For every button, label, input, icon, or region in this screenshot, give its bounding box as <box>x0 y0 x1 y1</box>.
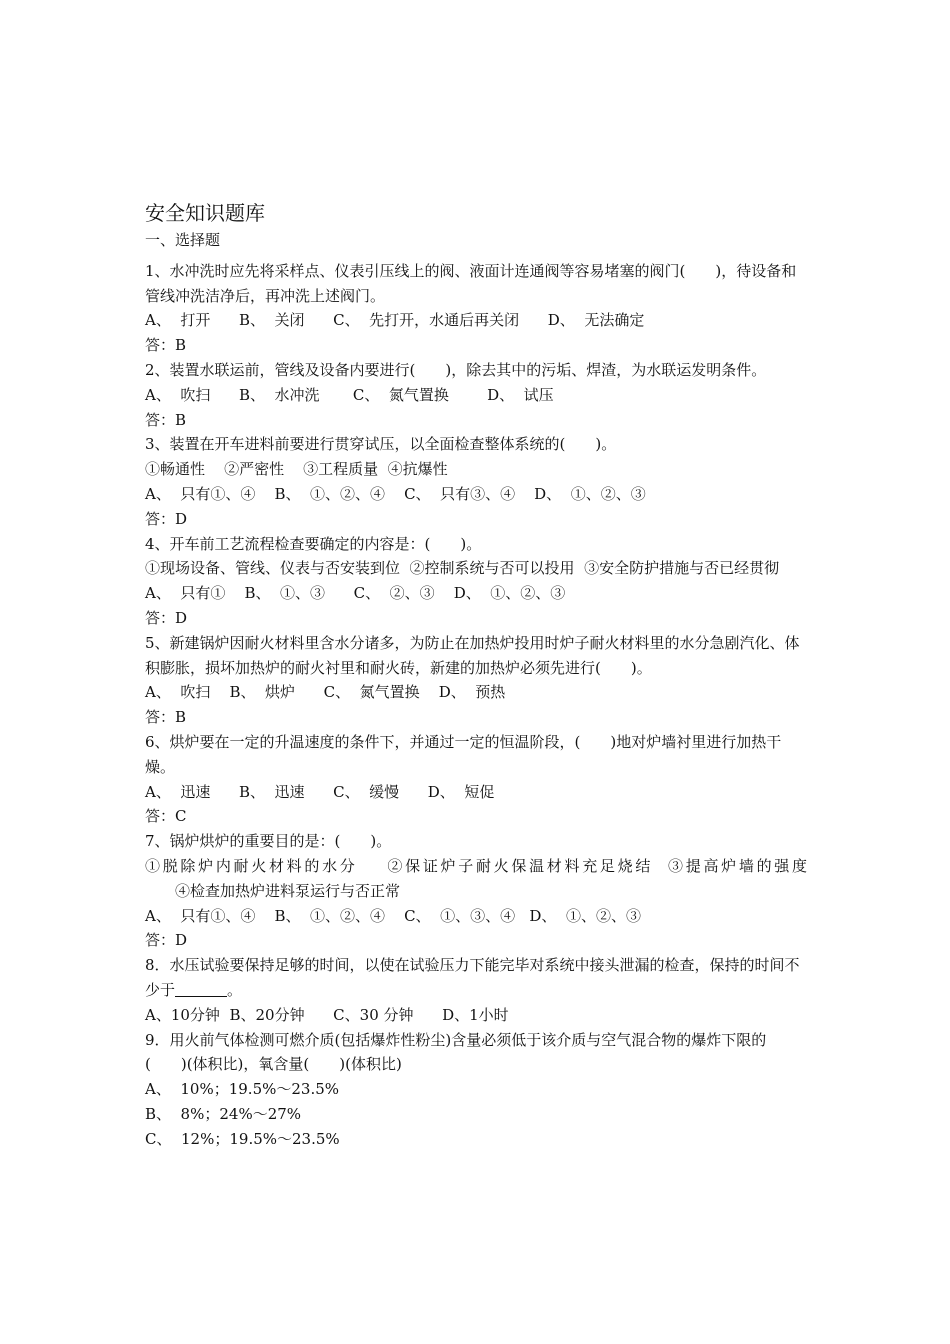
question-5 <box>145 631 807 730</box>
question-items: ①畅通性 ②严密性 ③工程质量 ④抗爆性 <box>145 460 448 479</box>
question-options: A、 吹扫 B、 水冲洗 C、 氮气置换 D、 试压 <box>145 385 554 404</box>
question-bank-content <box>145 198 807 1151</box>
question-options: A、 只有①、④ B、 ①、②、④ C、 只有③、④ D、 ①、②、③ <box>145 484 646 503</box>
document-title: 安全知识题库 <box>145 201 265 225</box>
question-2 <box>145 358 807 432</box>
answer-blank <box>175 982 227 997</box>
question-stem-end: 。 <box>227 980 243 999</box>
option-c: C、 12%；19.5%～23.5% <box>145 1129 340 1148</box>
option-b: B、 8%；24%～27% <box>145 1104 302 1123</box>
question-stem: 2、装置水联运前，管线及设备内要进行( )，除去其中的污垢、焊渣，为水联运发明条件。 <box>145 360 767 379</box>
question-answer: 答：D <box>145 608 188 627</box>
question-1 <box>145 259 807 358</box>
question-stem: 6、烘炉要在一定的升温速度的条件下，并通过一定的恒温阶段，( )地对炉墙衬里进行加热干燥。 <box>145 732 782 776</box>
question-options: A、 迅速 B、 迅速 C、 缓慢 D、 短促 <box>145 782 495 801</box>
question-items: ①脱除炉内耐火材料的水分 ②保证炉子耐火保温材料充足烧结 ③提高炉墙的强度 <box>145 856 807 875</box>
section-heading: 一、选择题 <box>145 231 221 249</box>
question-stem: 5、新建锅炉因耐火材料里含水分诸多，为防止在加热炉投用时炉子耐火材料里的水分急剧汽化、体积膨胀，损坏加热炉的耐火衬里和耐火砖，新建的加热炉必须先进行( )。 <box>145 633 800 677</box>
question-answer: 答：B <box>145 708 187 727</box>
question-4 <box>145 532 807 631</box>
question-9 <box>145 1028 807 1152</box>
question-answer: 答：B <box>145 410 187 429</box>
question-3 <box>145 432 807 531</box>
question-answer: 答：B <box>145 336 187 355</box>
question-7 <box>145 829 807 953</box>
question-options: A、10分钟 B、20分钟 C、30 分钟 D、1小时 <box>145 1005 509 1024</box>
question-stem: 9．用火前气体检测可燃介质(包括爆炸性粉尘)含量必须低于该介质与空气混合物的爆炸下限的 ( )(体积比)，氧含量( )(体积比) <box>145 1030 776 1074</box>
question-stem: 4、开车前工艺流程检查要确定的内容是：( )。 <box>145 534 482 553</box>
question-stem: 3、装置在开车进料前要进行贯穿试压，以全面检查整体系统的( )。 <box>145 435 617 454</box>
question-6 <box>145 730 807 829</box>
question-options: A、 打开 B、 关闭 C、 先打开，水通后再关闭 D、 无法确定 <box>145 311 645 330</box>
question-items: ①现场设备、管线、仪表与否安装到位 ②控制系统与否可以投用 ③安全防护措施与否已经贯彻 <box>145 559 780 578</box>
question-options: A、 只有① B、 ①、③ C、 ②、③ D、 ①、②、③ <box>145 584 566 603</box>
question-items-continued: ④检查加热炉进料泵运行与否正常 <box>175 881 401 900</box>
question-answer: 答：D <box>145 509 188 528</box>
option-a: A、 10%；19.5%～23.5% <box>145 1080 340 1099</box>
question-8 <box>145 953 807 1027</box>
question-options: A、 只有①、④ B、 ①、②、④ C、 ①、③、④ D、 ①、②、③ <box>145 906 641 925</box>
question-answer: 答：D <box>145 931 188 950</box>
question-stem-text: 8．水压试验要保持足够的时间，以使在试验压力下能完毕对系统中接头泄漏的检查，保持的时间不少于 <box>145 956 800 999</box>
question-stem <box>145 953 807 1003</box>
question-answer: 答：C <box>145 807 187 826</box>
question-stem: 1、水冲洗时应先将采样点、仪表引压线上的阀、液面计连通阀等容易堵塞的阀门( )，待设备和管线冲洗洁净后，再冲洗上述阀门。 <box>145 261 797 305</box>
question-options: A、 吹扫 B、 烘炉 C、 氮气置换 D、 预热 <box>145 683 506 702</box>
question-stem: 7、锅炉烘炉的重要目的是：( )。 <box>145 832 392 851</box>
